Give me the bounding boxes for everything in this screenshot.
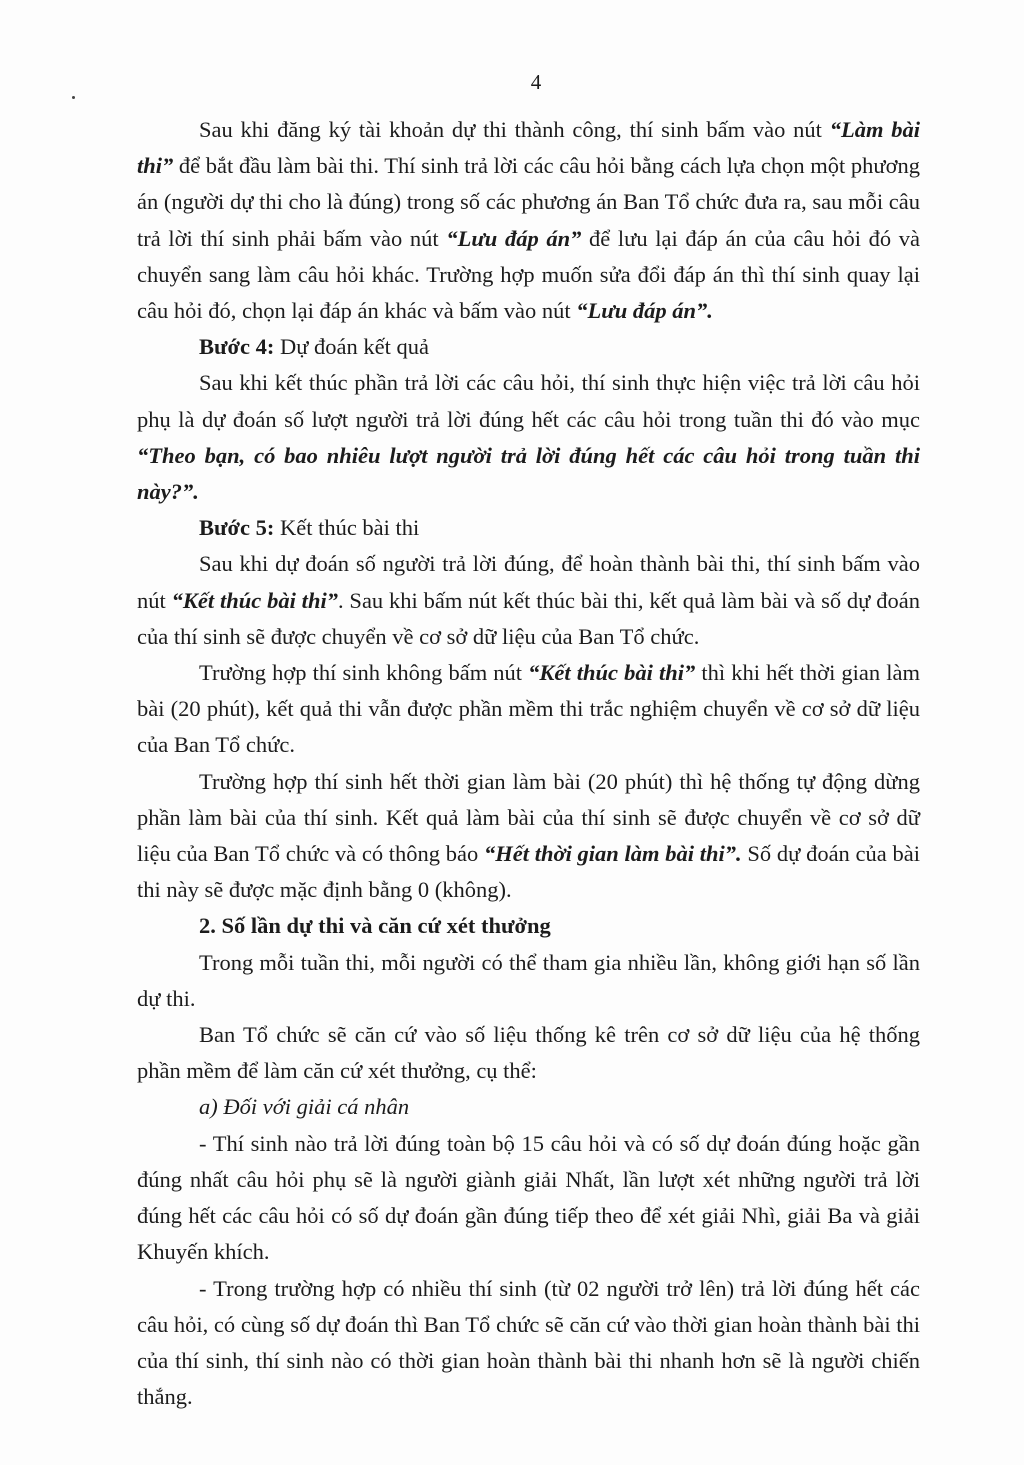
step-5-title: Kết thúc bài thi — [274, 515, 420, 541]
section-2-heading — [137, 908, 920, 944]
step-5-label: Bước 5: — [199, 515, 275, 541]
subsection-individual-awards: a) Đối với giải cá nhân — [199, 1094, 410, 1120]
page-number: 4 — [530, 70, 542, 94]
text-run: Sau khi đăng ký tài khoản dự thi thành công, thí sinh bấm vào nút — [199, 117, 830, 142]
step-4-heading — [137, 329, 920, 365]
text-run: để bắt đầu làm bài thi. Thí sinh trả lời các câu hỏi bằng cách lựa chọn một phương án (người dự thi cho là đúng) trong số các phương án Ban Tổ chức đưa ra, sau mỗi câu trả lời thí sinh phải bấm vào nút — [137, 153, 920, 251]
text-run: Trường hợp thí sinh không bấm nút — [199, 660, 529, 686]
text-run: Sau khi dự đoán số người trả lời đúng, để hoàn thành bài thi, thí sinh bấm vào nút — [137, 551, 920, 613]
timeout-message: “Hết thời gian làm bài thi”. — [484, 841, 742, 867]
button-name-luu-dap-an-2: “Lưu đáp án”. — [576, 298, 713, 324]
button-name-ket-thuc: “Kết thúc bài thi” — [171, 587, 338, 613]
paragraph-no-finish — [137, 655, 920, 764]
paragraph-submit-instructions — [137, 112, 920, 329]
button-name-lam-bai-thi: “Làm bài thi” — [137, 117, 920, 179]
text-run: . Sau khi bấm nút kết thúc bài thi, kết quả làm bài và số dự đoán của thí sinh sẽ được chuyển về cơ sở dữ liệu của Ban Tổ chức. — [137, 587, 920, 649]
button-name-luu-dap-an: “Lưu đáp án” — [446, 225, 582, 251]
step-4-label: Bước 4: — [199, 334, 275, 360]
prediction-question: “Theo bạn, có bao nhiêu lượt người trả lời đúng hết các câu hỏi trong tuần thi này?”. — [137, 442, 920, 505]
document-body — [137, 112, 920, 1415]
paragraph-finish — [137, 546, 920, 655]
paragraph-award-basis: Ban Tổ chức sẽ căn cứ vào số liệu thống kê trên cơ sở dữ liệu của hệ thống phần mềm để làm căn cứ xét thưởng, cụ thể: — [137, 1022, 920, 1084]
text-run: Trường hợp thí sinh hết thời gian làm bài (20 phút) thì hệ thống tự động dừng phần làm bài của thí sinh. Kết quả làm bài của thí sinh sẽ được chuyển về cơ sở dữ liệu của Ban Tổ chức và có thông báo — [137, 768, 920, 867]
step-5-heading — [137, 510, 920, 546]
text-run: Sau khi kết thúc phần trả lời các câu hỏi, thí sinh thực hiện việc trả lời câu hỏi phụ là dự đoán số lượt người trả lời đúng hết các câu hỏi trong tuần thi đó vào mục — [137, 370, 920, 432]
text-run: để lưu lại đáp án của câu hỏi đó và chuyển sang làm câu hỏi khác. Trường hợp muốn sửa đổi đáp án thì thí sinh quay lại câu hỏi đó, chọn lại đáp án khác và bấm vào nút — [137, 225, 920, 324]
paragraph-timeout — [137, 764, 920, 909]
paragraph-award-rule-2: - Trong trường hợp có nhiều thí sinh (từ 02 người trở lên) trả lời đúng hết các câu hỏi, có cùng số dự đoán thì Ban Tổ chức sẽ căn cứ vào thời gian hoàn thành bài thi của thí sinh, thí sinh nào có thời gian hoàn thành bài thi nhanh hơn sẽ là người chiến thắng. — [137, 1275, 920, 1410]
paragraph-prediction — [137, 365, 920, 510]
section-2-title: 2. Số lần dự thi và căn cứ xét thưởng — [199, 913, 551, 939]
text-run: Số dự đoán của bài thi này sẽ được mặc định bằng 0 (không). — [137, 841, 920, 903]
step-4-title: Dự đoán kết quả — [274, 334, 429, 360]
paragraph-attempts: Trong mỗi tuần thi, mỗi người có thể tham gia nhiều lần, không giới hạn số lần dự thi. — [137, 949, 920, 1011]
text-run: thì khi hết thời gian làm bài (20 phút), kết quả thi vẫn được phần mềm thi trắc nghiệm chuyển về cơ sở dữ liệu của Ban Tổ chức. — [137, 660, 921, 758]
button-name-ket-thuc-2: “Kết thúc bài thi” — [528, 660, 696, 686]
paragraph-award-rule-1: - Thí sinh nào trả lời đúng toàn bộ 15 câu hỏi và có số dự đoán đúng hoặc gần đúng nhất câu hỏi phụ sẽ là người giành giải Nhất, lần lượt xét những người trả lời đúng hết các câu hỏi có số dự đoán gần đúng tiếp theo để xét giải Nhì, giải Ba và giải Khuyến khích. — [137, 1130, 920, 1265]
scan-speck — [72, 96, 75, 99]
